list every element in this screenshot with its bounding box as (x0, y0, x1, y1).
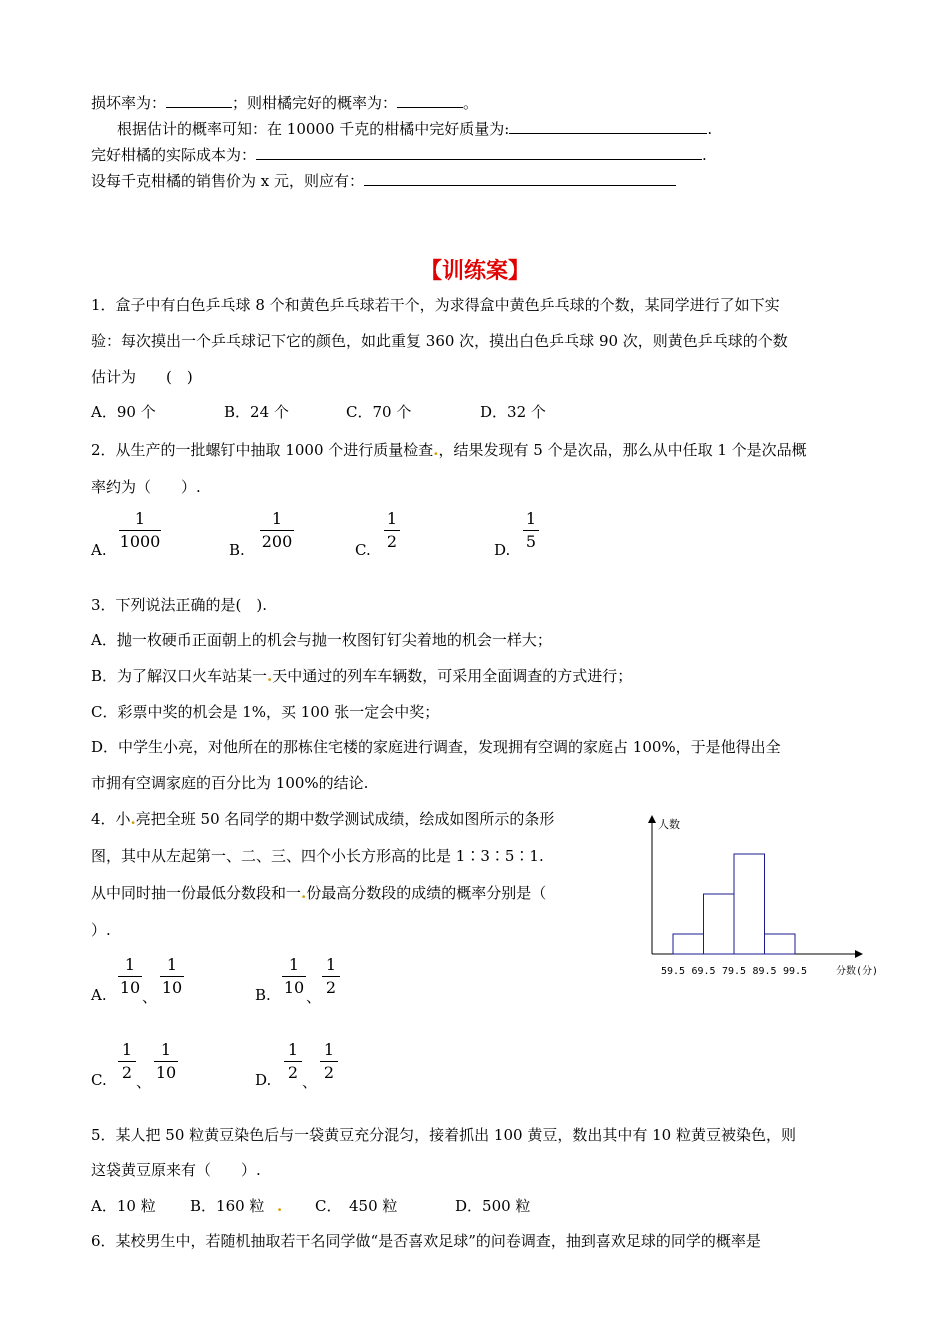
q4-option-b-fraction-1: 1 10 (283, 955, 305, 997)
actual-cost-blank[interactable] (256, 145, 702, 160)
q4-line-4: ）. (91, 921, 111, 939)
histogram-bar-3 (734, 854, 765, 954)
q6-line-1: 6．某校男生中，若随机抽取若干名同学做“是否喜欢足球”的问卷调查，抽到喜欢足球的同学的概率是 (91, 1232, 761, 1250)
q3-stem: 3．下列说法正确的是( ). (91, 596, 268, 614)
q4-option-d-separator: 、 (302, 1073, 318, 1091)
q2-line-2: 率约为（ ）. (91, 478, 201, 496)
histogram-bar-1 (673, 934, 704, 954)
q2-option-c-fraction: 1 2 (384, 508, 400, 553)
q2-option-b-label[interactable]: B. (229, 541, 245, 559)
q3-option-c[interactable]: C．彩票中奖的机会是 1%，买 100 张一定会中奖； (91, 703, 440, 721)
q3-option-a[interactable]: A．抛一枚硬币正面朝上的机会与抛一枚图钉钉尖着地的机会一样大； (91, 631, 552, 649)
q1-line-1: 1．盒子中有白色乒乓球 8 个和黄色乒乓球若干个，为求得盒中黄色乒乓球的个数，某同学进行了如下实 (91, 296, 780, 314)
yellow-dot-mark: . (301, 884, 307, 902)
x-tick-label: 69.5 (691, 966, 716, 977)
q2-option-c-label[interactable]: C. (355, 541, 371, 559)
yellow-dot-mark: . (267, 667, 273, 685)
q5-option-a[interactable]: A．10 粒 (91, 1197, 156, 1215)
q1-option-b[interactable]: B．24 个 (224, 403, 289, 421)
q4-line-3: 从中同时抽一份最低分数段和一.份最高分数段的成绩的概率分别是（ (91, 884, 547, 902)
x-tick-label: 59.5 (660, 966, 686, 977)
q1-option-d[interactable]: D．32 个 (480, 403, 546, 421)
score-histogram (630, 808, 890, 980)
q2-option-d-label[interactable]: D. (494, 541, 511, 559)
q4-line-1: 4．小.亮把全班 50 名同学的期中数学测试成绩，绘成如图所示的条形 (91, 810, 555, 828)
histogram-bar-2 (704, 894, 735, 954)
q5-line-2: 这袋黄豆原来有（ ）. (91, 1161, 261, 1179)
damage-rate-blank[interactable] (166, 93, 232, 108)
top-line-3: 完好柑橘的实际成本为： . (91, 146, 707, 164)
yellow-dot-mark: . (130, 810, 136, 828)
q4-option-d-label[interactable]: D. (255, 1071, 272, 1089)
top-line-4: 设每千克柑橘的销售价为 x 元，则应有： (91, 171, 676, 191)
q4-option-c-label[interactable]: C. (91, 1071, 107, 1089)
q1-option-a[interactable]: A．90 个 (91, 403, 156, 421)
q4-option-d-fraction-2: 1 2 (320, 1039, 338, 1084)
q5-option-d[interactable]: D．500 粒 (455, 1197, 531, 1215)
section-title: 【训练案】 (419, 259, 530, 284)
x-tick-label: 99.5 (782, 966, 808, 977)
y-axis-label: 人数 (658, 818, 680, 831)
q2-line-1: 2．从生产的一批螺钉中抽取 1000 个进行质量检查.，结果发现有 5 个是次品，那么从中任取 1 个是次品概 (91, 441, 807, 459)
top-line-1: 损坏率为： ；则柑橘完好的概率为： 。 (91, 94, 479, 112)
q5-option-b[interactable]: B．160 粒 (190, 1197, 265, 1215)
q1-line-2: 验：每次摸出一个乒乓球记下它的颜色，如此重复 360 次，摸出白色乒乓球 90 次，则黄色乒乓球的个数 (91, 332, 788, 350)
q5-option-c[interactable]: C． 450 粒 (315, 1197, 398, 1215)
q2-option-b-fraction: 1 200 (261, 509, 293, 551)
yellow-dot-mark: . (433, 441, 439, 459)
intact-probability-blank[interactable] (397, 93, 463, 108)
q2-option-d-fraction: 1 5 (523, 508, 539, 553)
q1-line-3: 估计为 ( ) (91, 368, 193, 386)
q4-option-a-fraction-1: 1 10 (119, 955, 141, 997)
q4-option-b-separator: 、 (306, 988, 322, 1006)
x-tick-label: 89.5 (752, 966, 777, 977)
q4-line-2: 图，其中从左起第一、二、三、四个小长方形高的比是 1∶3∶5∶1. (91, 847, 544, 865)
q4-option-b-label[interactable]: B. (255, 986, 271, 1004)
q5-line-1: 5．某人把 50 粒黄豆染色后与一袋黄豆充分混匀，接着抓出 100 黄豆，数出其中有 10 粒黄豆被染色，则 (91, 1126, 796, 1144)
q4-option-b-fraction-2: 1 2 (322, 954, 340, 999)
q3-option-d-line-2: 市拥有空调家庭的百分比为 100%的结论. (91, 774, 369, 792)
q3-option-b[interactable]: B．为了解汉口火车站某一.天中通过的列车车辆数，可采用全面调查的方式进行； (91, 667, 633, 685)
q4-option-c-fraction-1: 1 2 (118, 1039, 136, 1084)
yellow-dot-mark: . (277, 1197, 283, 1215)
q2-option-a-fraction: 1 1000 (119, 509, 161, 551)
q3-option-d-line-1[interactable]: D．中学生小亮，对他所在的那栋住宅楼的家庭进行调查，发现拥有空调的家庭占 100%，于是他得出全 (91, 738, 781, 756)
q2-option-a-label[interactable]: A. (91, 541, 107, 559)
q4-option-d-fraction-1: 1 2 (284, 1039, 302, 1084)
q4-option-c-fraction-2: 1 10 (155, 1040, 177, 1082)
q4-option-a-separator: 、 (142, 988, 158, 1006)
q4-option-a-fraction-2: 1 10 (161, 955, 183, 997)
x-axis-label: 分数(分) (836, 966, 879, 977)
price-equation-blank[interactable] (364, 171, 676, 186)
q4-option-c-separator: 、 (136, 1073, 152, 1091)
q4-option-a-label[interactable]: A. (91, 986, 107, 1004)
histogram-bar-4 (765, 934, 796, 954)
q1-option-c[interactable]: C．70 个 (346, 403, 412, 421)
top-line-2: 根据估计的概率可知：在 10000 千克的柑橘中完好质量为: . (117, 120, 713, 138)
x-tick-label: 79.5 (721, 966, 747, 977)
intact-mass-blank[interactable] (509, 119, 707, 134)
